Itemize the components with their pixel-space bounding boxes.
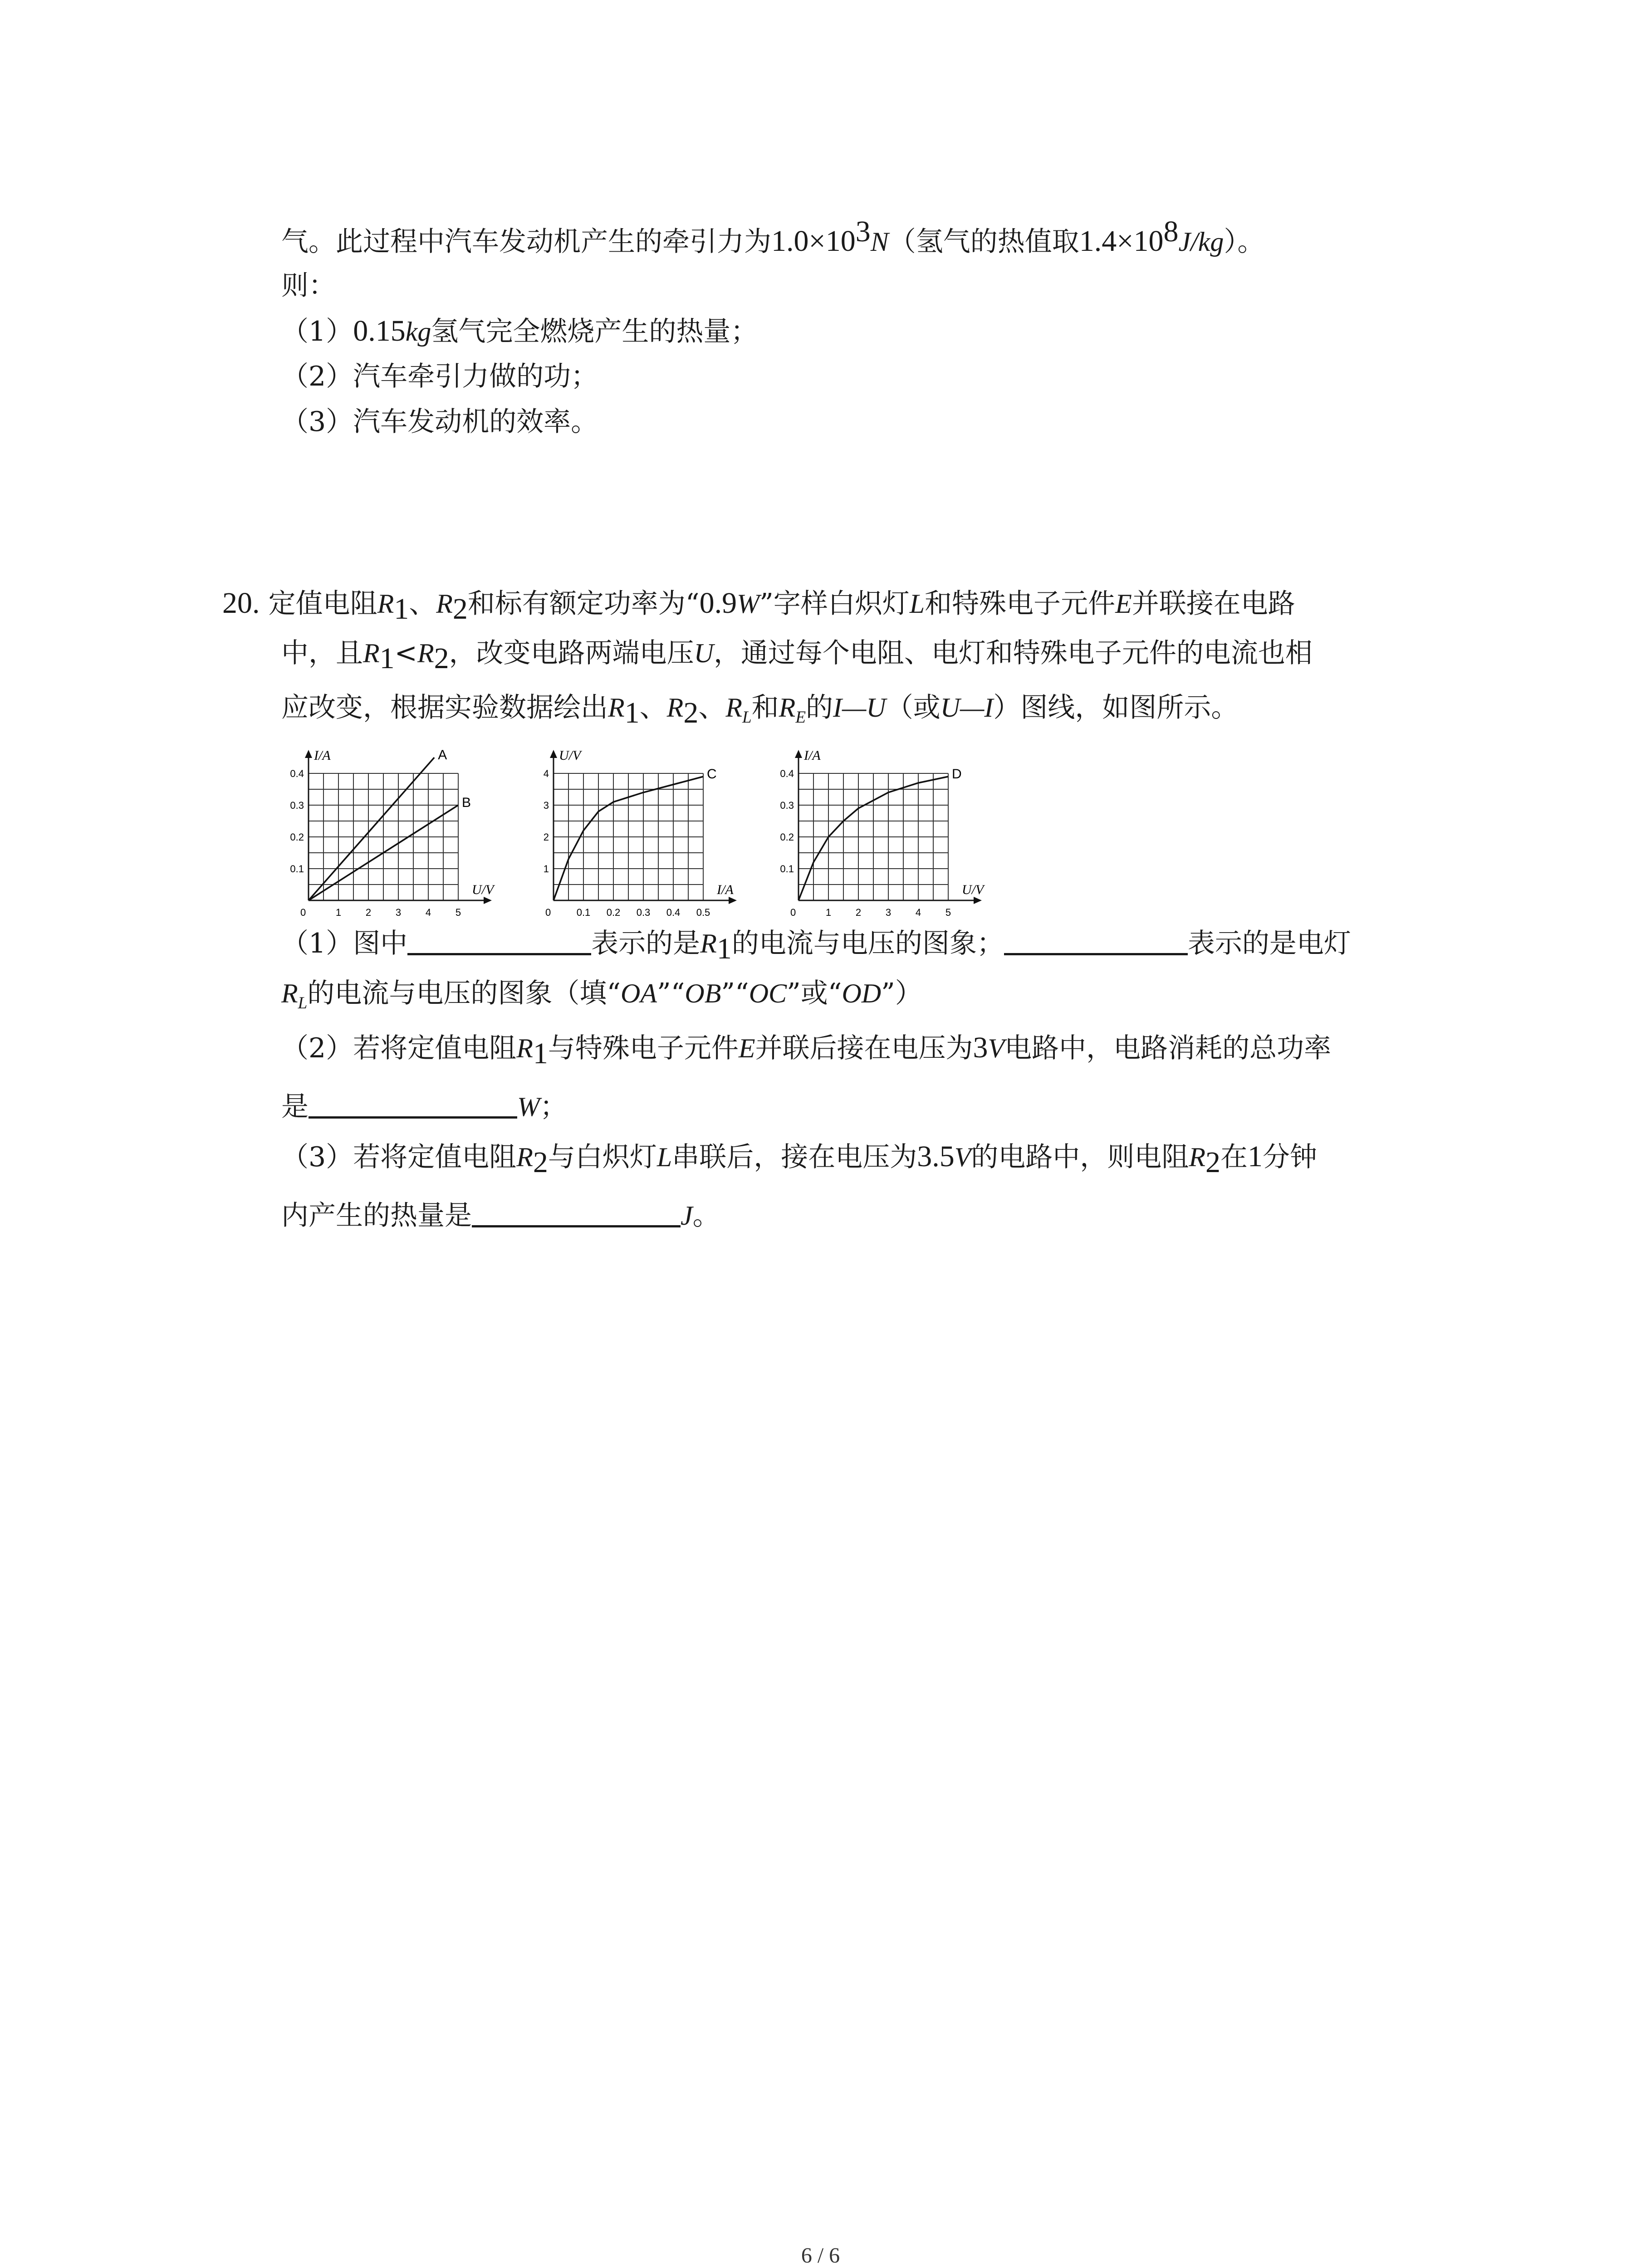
subscript: 2	[683, 696, 699, 729]
text: 和特殊电子元件	[925, 588, 1116, 620]
var: E	[738, 1033, 755, 1063]
var: R	[516, 1033, 533, 1063]
subscript: 2	[1205, 1146, 1221, 1179]
text: 表示的是电灯	[1187, 928, 1351, 959]
series-label-C: C	[707, 767, 717, 782]
answer-blank-1[interactable]	[407, 926, 591, 955]
y-axis-arrow	[305, 750, 312, 758]
subscript: 1	[394, 592, 409, 626]
number: 1.4×10	[1079, 225, 1164, 258]
text: 气。此过程中汽车发动机产生的牵引力为	[281, 226, 771, 258]
x-tick-label: 0.4	[666, 907, 681, 918]
subscript: 1	[533, 1037, 548, 1070]
text: 并联接在电路	[1132, 588, 1295, 620]
less-than: <	[394, 637, 417, 669]
q19-sub-3	[281, 404, 598, 440]
x-tick-label: 2	[855, 907, 862, 918]
x-tick-label: 0.2	[606, 907, 621, 918]
series-label-B: B	[462, 795, 471, 810]
unit: kg	[405, 317, 431, 347]
var: R	[725, 693, 742, 723]
chart-uv-ia-c	[526, 746, 753, 937]
page-number: 6 / 6	[801, 2244, 840, 2268]
unit: N	[870, 227, 889, 257]
y-tick-label: 0.3	[290, 800, 304, 811]
text: ）图线，如图所示。	[993, 692, 1239, 723]
var: U—I	[940, 693, 994, 723]
text: ”“	[657, 978, 685, 1009]
text: 内产生的热量是	[281, 1200, 472, 1232]
number: 1	[1248, 1140, 1263, 1173]
text: 中，且	[281, 637, 363, 669]
text: 的	[806, 692, 833, 723]
q20-part-3-line-2	[281, 1198, 720, 1234]
number: 0.9	[699, 587, 737, 620]
unit: V	[988, 1033, 1005, 1063]
subscript: E	[795, 708, 806, 727]
y-tick-label: 0.2	[780, 831, 794, 843]
number: 1.0×10	[771, 225, 856, 258]
text: 和标有额定功率为“	[467, 588, 700, 620]
x-tick-label: 0.3	[636, 907, 651, 918]
subscript: 1	[624, 696, 640, 729]
text: （1）图中	[281, 928, 408, 959]
subscript: 1	[379, 642, 395, 675]
q20-part-1-line-2	[281, 975, 922, 1012]
unit: J	[681, 1201, 693, 1231]
q19-sub-2	[281, 358, 598, 395]
subscript: 2	[452, 592, 468, 626]
y-tick-label: 2	[543, 831, 549, 843]
var: R	[608, 693, 625, 723]
q19-line-2	[281, 268, 336, 304]
question-number: 20.	[222, 587, 260, 620]
text: 是	[281, 1091, 309, 1123]
chart-ia-uv-d	[771, 746, 998, 937]
q20-part-2-line-1	[281, 1030, 1332, 1070]
text: 、	[639, 692, 667, 723]
var: R	[779, 693, 796, 723]
subscript: 2	[434, 642, 449, 675]
var: R	[281, 978, 298, 1008]
y-tick-label: 4	[543, 768, 549, 779]
text: 的电路中，则电阻	[971, 1141, 1189, 1173]
text: 、	[409, 588, 436, 620]
y-tick-label: 1	[543, 863, 549, 875]
y-axis-label: I/A	[804, 748, 821, 763]
subscript: L	[742, 708, 752, 727]
q20-part-3-line-1	[281, 1139, 1318, 1179]
subscript: 2	[533, 1146, 548, 1179]
text: ，改变电路两端电压	[449, 637, 694, 669]
var: R	[377, 589, 394, 619]
series-label-D: D	[952, 767, 962, 782]
var: R	[700, 929, 717, 958]
text: ”字样白炽灯	[759, 588, 910, 620]
var: R	[666, 693, 684, 723]
text: ；	[539, 1091, 567, 1123]
text: 分钟	[1263, 1141, 1318, 1173]
exponent: 8	[1163, 215, 1179, 248]
x-axis-label: U/V	[962, 882, 984, 897]
answer-blank-3[interactable]	[309, 1089, 517, 1119]
y-tick-label: 0.3	[780, 800, 794, 811]
text: （2）汽车牵引力做的功；	[281, 361, 598, 392]
x-tick-label: 5	[945, 907, 951, 918]
option: OD	[842, 978, 882, 1008]
y-tick-label: 3	[543, 800, 549, 811]
option: OB	[685, 978, 721, 1008]
origin-label: 0	[545, 907, 551, 918]
series-label-A: A	[438, 748, 447, 763]
y-axis-arrow	[795, 750, 802, 758]
y-axis-label: I/A	[314, 748, 331, 763]
var: I—U	[833, 693, 886, 723]
unit: V	[954, 1142, 971, 1172]
x-tick-label: 0.1	[576, 907, 591, 918]
q20-line-3	[281, 689, 1239, 729]
number: 3.5	[917, 1140, 955, 1173]
text: ”“	[721, 978, 749, 1009]
number: 3	[973, 1031, 988, 1064]
x-tick-label: 2	[365, 907, 372, 918]
text: （1）	[281, 316, 353, 347]
var: R	[1189, 1142, 1206, 1172]
option: OC	[749, 978, 787, 1008]
text: （2）若将定值电阻	[281, 1032, 517, 1064]
option: OA	[621, 978, 657, 1008]
x-tick-label: 3	[395, 907, 402, 918]
x-tick-label: 4	[915, 907, 921, 918]
text: 串联后，接在电压为	[672, 1141, 917, 1173]
text: 应改变，根据实验数据绘出	[281, 692, 608, 723]
q20-line-1	[222, 585, 1295, 626]
y-axis-arrow	[550, 750, 557, 758]
y-tick-label: 0.2	[290, 831, 304, 843]
q20-part-1-line-1	[281, 925, 1351, 965]
x-axis-label: U/V	[472, 882, 494, 897]
graph-figures	[281, 746, 1007, 937]
text: （或	[886, 692, 941, 723]
q19-sub-1	[281, 313, 758, 350]
text: ”）	[881, 978, 922, 1009]
text: 与特殊电子元件	[548, 1032, 739, 1064]
x-tick-label: 5	[455, 907, 461, 918]
var: U	[694, 638, 714, 668]
origin-label: 0	[790, 907, 796, 918]
text: （3）汽车发动机的效率。	[281, 406, 598, 438]
x-tick-label: 0.5	[696, 907, 710, 918]
text: 、	[698, 692, 726, 723]
text: ）。	[1224, 226, 1265, 258]
unit: W	[737, 589, 760, 619]
x-tick-label: 1	[335, 907, 342, 918]
x-axis-label: I/A	[717, 882, 734, 897]
text: 则：	[281, 270, 336, 302]
var: L	[909, 589, 925, 619]
series-line-A	[309, 758, 434, 900]
subscript: 1	[716, 932, 732, 965]
q19-line-1	[281, 215, 1265, 260]
x-axis-arrow	[484, 897, 492, 904]
text: 并联后接在电压为	[755, 1032, 973, 1064]
x-axis-arrow	[729, 897, 737, 904]
var: R	[516, 1142, 533, 1172]
var: E	[1115, 589, 1132, 619]
origin-label: 0	[300, 907, 306, 918]
y-tick-label: 0.1	[290, 863, 304, 875]
y-axis-label: U/V	[559, 748, 581, 763]
var: R	[363, 638, 380, 668]
text: （氢气的热值取	[888, 226, 1079, 258]
text: 和	[751, 692, 779, 723]
var: R	[436, 589, 453, 619]
y-tick-label: 0.1	[780, 863, 794, 875]
y-tick-label: 0.4	[290, 768, 304, 779]
q20-line-2	[281, 635, 1313, 675]
subscript: L	[298, 994, 308, 1012]
text: 的电流与电压的图象；	[731, 928, 1004, 959]
unit: W	[517, 1092, 540, 1122]
var: R	[417, 638, 434, 668]
q20-part-2-line-2	[281, 1089, 567, 1125]
text: ，通过每个电阻、电灯和特殊电子元件的电流也相	[713, 637, 1313, 669]
text: ”或“	[787, 978, 842, 1009]
exponent: 3	[855, 215, 871, 248]
unit: J/kg	[1178, 227, 1224, 257]
text: 在	[1220, 1141, 1248, 1173]
text: （3）若将定值电阻	[281, 1141, 517, 1173]
x-tick-label: 4	[425, 907, 431, 918]
x-axis-arrow	[974, 897, 982, 904]
answer-blank-4[interactable]	[472, 1198, 681, 1227]
answer-blank-2[interactable]	[1004, 926, 1188, 955]
text: 定值电阻	[268, 588, 377, 620]
text: 的电流与电压的图象（填“	[307, 978, 621, 1009]
text: 表示的是	[591, 928, 700, 959]
number: 0.15	[353, 314, 406, 347]
text: 电路中，电路消耗的总功率	[1004, 1032, 1332, 1064]
chart-ia-uv-ab	[281, 746, 508, 937]
text: 与白炽灯	[548, 1141, 657, 1173]
text: 。	[692, 1200, 720, 1232]
x-tick-label: 3	[885, 907, 892, 918]
y-tick-label: 0.4	[780, 768, 794, 779]
var: L	[656, 1142, 672, 1172]
text: 氢气完全燃烧产生的热量；	[431, 316, 758, 347]
x-tick-label: 1	[825, 907, 832, 918]
